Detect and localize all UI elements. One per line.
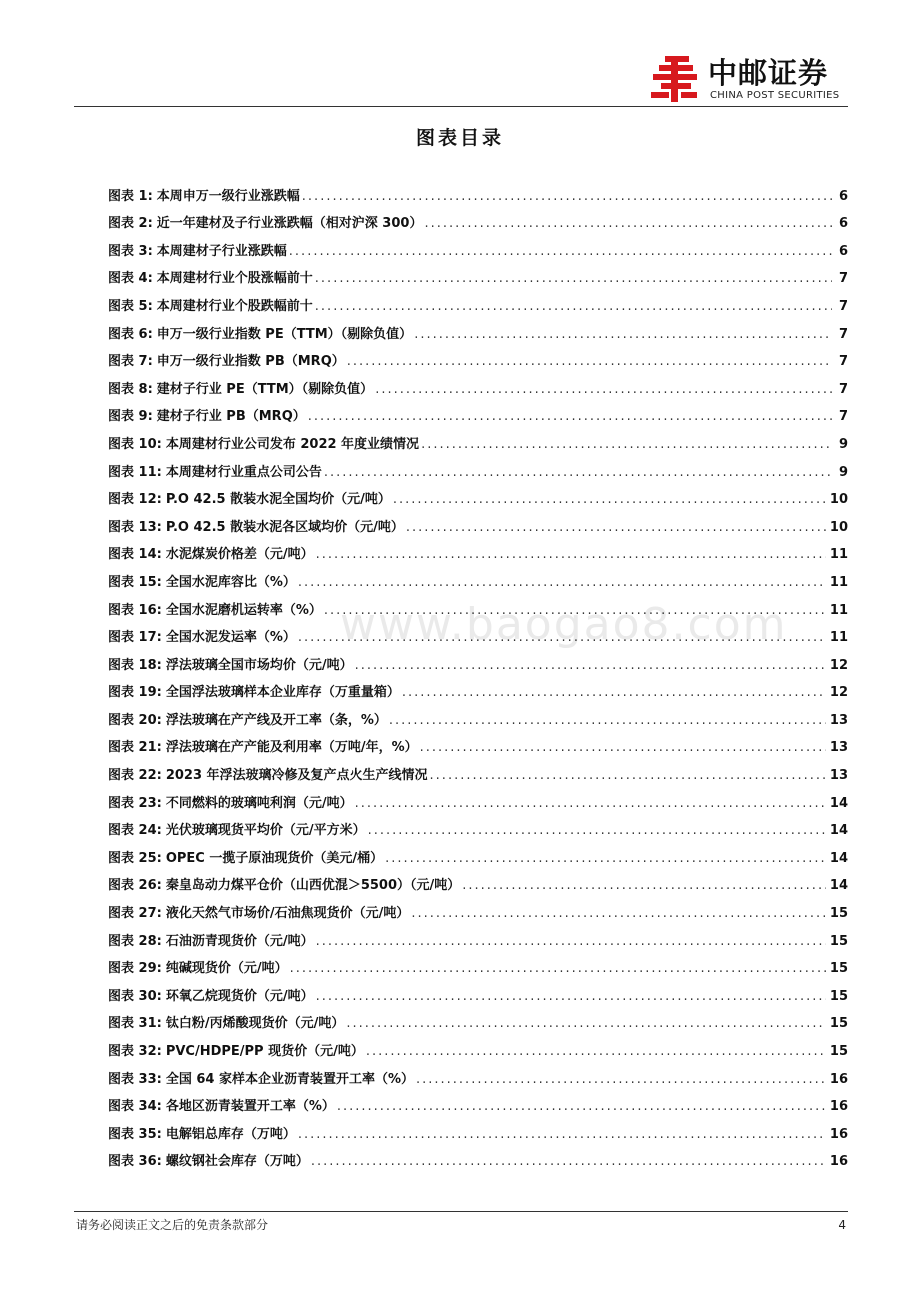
toc-entry-page: 13: [829, 712, 848, 728]
toc-dot-leader: [402, 685, 826, 700]
toc-entry-page: 15: [829, 961, 848, 977]
page-title: 图表目录: [415, 127, 504, 149]
toc-entry[interactable]: [108, 1142, 848, 1170]
toc-entry[interactable]: [108, 1031, 848, 1059]
toc-entry-label: 图表 4:: [108, 271, 153, 287]
toc-entry[interactable]: [108, 728, 848, 756]
toc-entry-label: 图表 13:: [108, 519, 162, 535]
toc-entry-page: 11: [829, 630, 848, 646]
footer-divider: [74, 1211, 848, 1212]
toc-dot-leader: [346, 1016, 826, 1031]
china-post-logo-icon: [651, 54, 699, 104]
toc-entry-title: 光伏玻璃现货平均价（元/平方米）: [165, 823, 366, 839]
toc-entry[interactable]: [108, 176, 848, 204]
toc-dot-leader: [316, 989, 826, 1004]
toc-entry[interactable]: [108, 921, 848, 949]
toc-entry-label: 图表 6:: [108, 326, 153, 342]
toc-dot-leader: [430, 768, 826, 783]
toc-dot-leader: [315, 271, 832, 286]
toc-entry-title: OPEC 一揽子原油现货价（美元/桶）: [165, 850, 384, 866]
toc-entry-page: 7: [838, 381, 848, 397]
toc-entry-label: 图表 1:: [108, 188, 153, 204]
toc-entry[interactable]: [108, 590, 848, 618]
toc-entry-label: 图表 34:: [108, 1099, 162, 1115]
toc-dot-leader: [406, 520, 826, 535]
toc-dot-leader: [289, 244, 832, 259]
toc-entry-title: 秦皇岛动力煤平仓价（山西优混＞5500）（元/吨）: [165, 878, 461, 894]
toc-entry[interactable]: [108, 949, 848, 977]
toc-entry-label: 图表 31:: [108, 1016, 162, 1032]
toc-entry-label: 图表 17:: [108, 630, 162, 646]
page-header: [0, 0, 920, 110]
toc-entry-title: 2023 年浮法玻璃冷修及复产点火生产线情况: [165, 768, 428, 784]
figure-index-list: [108, 176, 848, 1169]
toc-entry-label: 图表 33:: [108, 1071, 162, 1087]
toc-entry-page: 9: [838, 436, 848, 452]
toc-dot-leader: [324, 603, 826, 618]
toc-dot-leader: [389, 713, 826, 728]
toc-entry[interactable]: [108, 397, 848, 425]
toc-entry-title: 液化天然气市场价/石油焦现货价（元/吨）: [165, 906, 410, 922]
toc-entry-title: 建材子行业 PB（MRQ）: [156, 409, 306, 425]
toc-entry[interactable]: [108, 700, 848, 728]
toc-dot-leader: [298, 1127, 826, 1142]
toc-entry-title: 本周建材子行业涨跌幅: [156, 243, 287, 259]
toc-dot-leader: [337, 1099, 826, 1114]
header-divider: [74, 106, 848, 107]
watermark: www.baogao8.com: [340, 599, 788, 650]
toc-entry[interactable]: [108, 369, 848, 397]
toc-dot-leader: [355, 658, 826, 673]
toc-dot-leader: [416, 1072, 826, 1087]
toc-dot-leader: [462, 878, 826, 893]
toc-entry[interactable]: [108, 480, 848, 508]
toc-entry-title: 电解铝总库存（万吨）: [165, 1126, 296, 1142]
toc-dot-leader: [414, 327, 832, 342]
toc-dot-leader: [290, 961, 826, 976]
toc-dot-leader: [298, 630, 826, 645]
toc-entry-label: 图表 30:: [108, 988, 162, 1004]
toc-entry-page: 7: [838, 271, 848, 287]
toc-entry-page: 16: [829, 1071, 848, 1087]
toc-entry-label: 图表 20:: [108, 712, 162, 728]
toc-entry-label: 图表 27:: [108, 906, 162, 922]
toc-entry-page: 6: [838, 216, 848, 232]
toc-dot-leader: [355, 796, 826, 811]
toc-entry-title: 全国浮法玻璃样本企业库存（万重量箱）: [165, 685, 400, 701]
toc-entry-page: 11: [829, 547, 848, 563]
toc-entry-label: 图表 22:: [108, 768, 162, 784]
toc-entry-page: 7: [838, 326, 848, 342]
toc-entry-page: 11: [829, 574, 848, 590]
toc-entry-title: 近一年建材及子行业涨跌幅（相对沪深 300）: [156, 216, 423, 232]
toc-entry-label: 图表 11:: [108, 464, 162, 480]
toc-entry-page: 13: [829, 768, 848, 784]
toc-entry-title: 全国 64 家样本企业沥青装置开工率（%）: [165, 1071, 414, 1087]
toc-entry-page: 14: [829, 850, 848, 866]
toc-entry-title: 全国水泥库容比（%）: [165, 574, 296, 590]
toc-entry[interactable]: [108, 314, 848, 342]
toc-entry-label: 图表 10:: [108, 436, 162, 452]
toc-entry-title: 水泥煤炭价格差（元/吨）: [165, 547, 314, 563]
logo-english-name: CHINA POST SECURITIES: [710, 90, 840, 101]
toc-entry-label: 图表 28:: [108, 933, 162, 949]
toc-entry-label: 图表 15:: [108, 574, 162, 590]
toc-dot-leader: [311, 1154, 826, 1169]
toc-entry-title: 环氧乙烷现货价（元/吨）: [165, 988, 314, 1004]
toc-entry-title: 不同燃料的玻璃吨利润（元/吨）: [165, 795, 353, 811]
toc-entry-title: 纯碱现货价（元/吨）: [165, 961, 288, 977]
page-number: 4: [838, 1218, 846, 1232]
toc-entry[interactable]: [108, 342, 848, 370]
toc-entry-label: 图表 12:: [108, 492, 162, 508]
toc-entry-label: 图表 29:: [108, 961, 162, 977]
toc-entry-page: 16: [829, 1154, 848, 1170]
toc-dot-leader: [424, 216, 832, 231]
toc-dot-leader: [316, 934, 826, 949]
toc-entry-title: 各地区沥青装置开工率（%）: [165, 1099, 335, 1115]
toc-entry[interactable]: [108, 645, 848, 673]
toc-entry-page: 10: [829, 492, 848, 508]
toc-entry-label: 图表 16:: [108, 602, 162, 618]
toc-entry[interactable]: [108, 673, 848, 701]
toc-entry-page: 12: [829, 657, 848, 673]
toc-dot-leader: [420, 740, 826, 755]
toc-entry[interactable]: [108, 976, 848, 1004]
toc-entry[interactable]: [108, 204, 848, 232]
toc-entry-label: 图表 36:: [108, 1154, 162, 1170]
toc-dot-leader: [315, 299, 832, 314]
toc-dot-leader: [385, 851, 826, 866]
toc-entry-title: PVC/HDPE/PP 现货价（元/吨）: [165, 1044, 364, 1059]
toc-entry[interactable]: [108, 535, 848, 563]
toc-entry[interactable]: [108, 424, 848, 452]
toc-entry[interactable]: [108, 811, 848, 839]
toc-entry[interactable]: [108, 783, 848, 811]
toc-entry-label: 图表 21:: [108, 740, 162, 756]
toc-entry[interactable]: [108, 1004, 848, 1032]
toc-entry[interactable]: [108, 1114, 848, 1142]
toc-entry[interactable]: [108, 1087, 848, 1115]
toc-entry-label: 图表 25:: [108, 850, 162, 866]
toc-entry-page: 14: [829, 878, 848, 894]
toc-entry-page: 16: [829, 1126, 848, 1142]
toc-entry-title: 钛白粉/丙烯酸现货价（元/吨）: [165, 1016, 345, 1032]
toc-entry-page: 14: [829, 795, 848, 811]
toc-dot-leader: [411, 906, 826, 921]
toc-entry-title: 本周建材行业个股跌幅前十: [156, 298, 313, 314]
toc-entry-label: 图表 2:: [108, 216, 153, 232]
toc-entry-label: 图表 32:: [108, 1044, 162, 1059]
toc-entry[interactable]: [108, 286, 848, 314]
toc-entry-title: 本周建材行业公司发布 2022 年度业绩情况: [165, 436, 420, 452]
toc-entry[interactable]: [108, 838, 848, 866]
toc-entry-label: 图表 26:: [108, 878, 162, 894]
toc-entry-page: 15: [829, 1044, 848, 1059]
logo-chinese-name: 中邮证券: [708, 56, 829, 90]
toc-entry-title: 浮法玻璃在产产线及开工率（条，%）: [165, 712, 387, 728]
toc-entry-title: 全国水泥发运率（%）: [165, 630, 296, 646]
toc-dot-leader: [368, 823, 826, 838]
toc-entry-title: 建材子行业 PE（TTM）（剔除负值）: [156, 381, 374, 397]
toc-entry-page: 7: [838, 298, 848, 314]
toc-entry-label: 图表 7:: [108, 354, 153, 370]
toc-entry-label: 图表 9:: [108, 409, 153, 425]
toc-entry-page: 6: [838, 243, 848, 259]
toc-entry-page: 15: [829, 1016, 848, 1032]
toc-entry-title: P.O 42.5 散装水泥各区域均价（元/吨）: [165, 519, 404, 535]
toc-entry-title: 申万一级行业指数 PE（TTM）（剔除负值）: [156, 326, 413, 342]
toc-entry[interactable]: [108, 231, 848, 259]
toc-dot-leader: [316, 547, 826, 562]
toc-entry-label: 图表 5:: [108, 298, 153, 314]
toc-entry-title: 本周建材行业重点公司公告: [165, 464, 322, 480]
toc-entry[interactable]: [108, 866, 848, 894]
toc-dot-leader: [308, 409, 832, 424]
toc-entry[interactable]: [108, 1059, 848, 1087]
toc-entry-page: 9: [838, 464, 848, 480]
toc-dot-leader: [347, 354, 832, 369]
toc-entry-title: 申万一级行业指数 PB（MRQ）: [156, 354, 345, 370]
footer-disclaimer: 请务必阅读正文之后的免责条款部分: [76, 1218, 269, 1232]
toc-dot-leader: [302, 189, 832, 204]
toc-entry-page: 11: [829, 602, 848, 618]
toc-entry-label: 图表 24:: [108, 823, 162, 839]
toc-entry-label: 图表 23:: [108, 795, 162, 811]
toc-entry-title: 本周申万一级行业涨跌幅: [156, 188, 300, 204]
toc-entry-page: 15: [829, 988, 848, 1004]
toc-entry[interactable]: [108, 893, 848, 921]
toc-entry[interactable]: [108, 452, 848, 480]
toc-entry-page: 7: [838, 409, 848, 425]
toc-entry-page: 15: [829, 906, 848, 922]
toc-entry-label: 图表 8:: [108, 381, 153, 397]
toc-entry[interactable]: [108, 562, 848, 590]
toc-dot-leader: [421, 437, 832, 452]
toc-entry-page: 6: [838, 188, 848, 204]
toc-entry-label: 图表 35:: [108, 1126, 162, 1142]
toc-entry-title: P.O 42.5 散装水泥全国均价（元/吨）: [165, 492, 391, 508]
toc-entry-title: 螺纹钢社会库存（万吨）: [165, 1154, 309, 1170]
toc-entry-page: 7: [838, 354, 848, 370]
toc-entry-page: 13: [829, 740, 848, 756]
toc-entry[interactable]: [108, 507, 848, 535]
toc-entry-page: 14: [829, 823, 848, 839]
toc-dot-leader: [324, 465, 832, 480]
toc-entry[interactable]: [108, 259, 848, 287]
toc-entry-label: 图表 19:: [108, 685, 162, 701]
toc-entry-page: 12: [829, 685, 848, 701]
toc-entry-label: 图表 3:: [108, 243, 153, 259]
toc-entry-title: 石油沥青现货价（元/吨）: [165, 933, 314, 949]
toc-entry-label: 图表 14:: [108, 547, 162, 563]
toc-entry-page: 16: [829, 1099, 848, 1115]
toc-entry-page: 10: [829, 519, 848, 535]
toc-entry-label: 图表 18:: [108, 657, 162, 673]
toc-entry-title: 本周建材行业个股涨幅前十: [156, 271, 313, 287]
toc-entry[interactable]: [108, 618, 848, 646]
toc-dot-leader: [375, 382, 832, 397]
toc-entry[interactable]: [108, 755, 848, 783]
toc-entry-page: 15: [829, 933, 848, 949]
toc-dot-leader: [393, 492, 826, 507]
toc-entry-title: 浮法玻璃在产产能及利用率（万吨/年，%）: [165, 740, 418, 756]
toc-entry-title: 全国水泥磨机运转率（%）: [165, 602, 322, 618]
toc-entry-title: 浮法玻璃全国市场均价（元/吨）: [165, 657, 353, 673]
toc-dot-leader: [298, 575, 826, 590]
toc-dot-leader: [366, 1044, 826, 1059]
